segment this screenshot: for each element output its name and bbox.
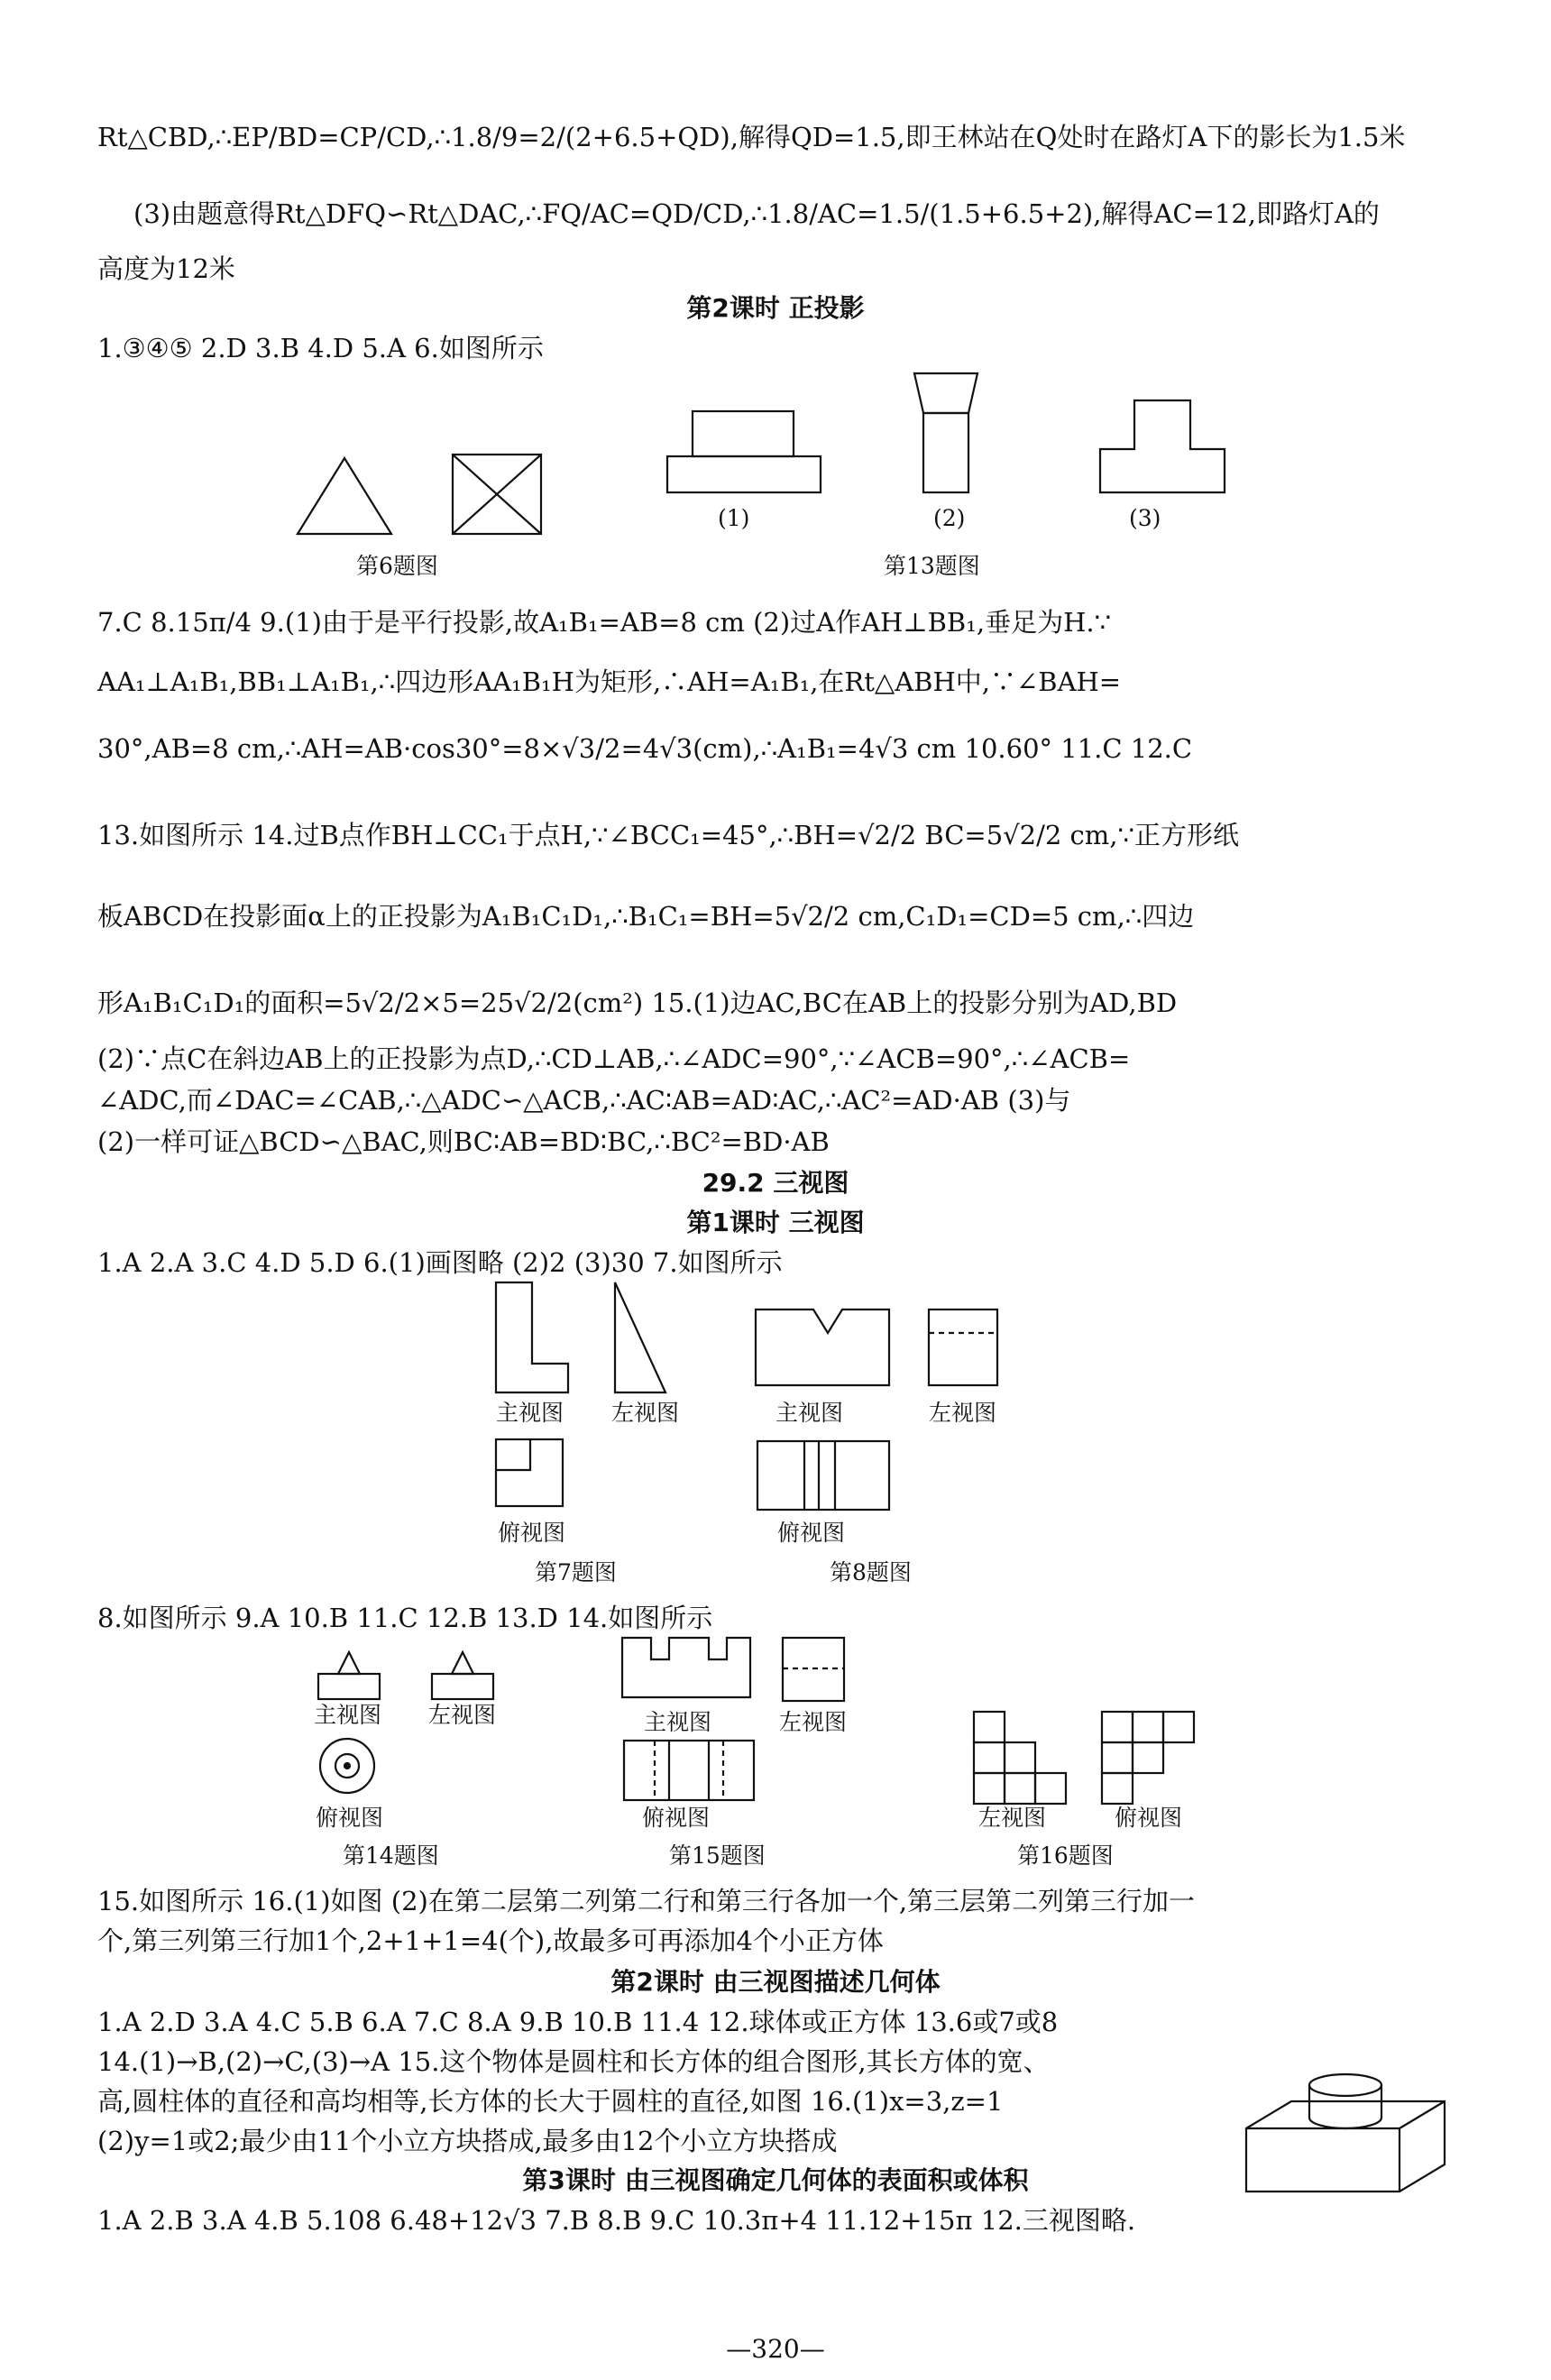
figure-6	[289, 451, 559, 541]
text-line: (2)一样可证△BCD∽△BAC,则BC∶AB=BD∶BC,∴BC²=BD·AB	[97, 1126, 830, 1157]
caption-front-view: 主视图	[776, 1400, 844, 1426]
answer-line: 1.A 2.B 3.A 4.B 5.108 6.48+12√3 7.B 8.B 9.C 10.3π+4 11.12+15π 12.三视图略.	[97, 2205, 1136, 2236]
text-line: 高,圆柱体的直径和高均相等,长方体的长大于圆柱的直径,如图 16.(1)x=3,z=1	[97, 2086, 1004, 2117]
section-heading: 第2课时 正投影	[686, 293, 865, 323]
caption-fig14: 第14题图	[343, 1842, 439, 1869]
text-line: 15.如图所示 16.(1)如图 (2)在第二层第二列第二行和第三行各加一个,第三层第二列第三行加一	[97, 1886, 1196, 1916]
caption-left-view: 左视图	[978, 1805, 1047, 1831]
caption-left-view: 左视图	[929, 1400, 997, 1426]
answer-line: 1.A 2.A 3.C 4.D 5.D 6.(1)画图略 (2)2 (3)30 7.如图所示	[97, 1247, 783, 1278]
caption-fig15: 第15题图	[669, 1842, 766, 1869]
caption-fig16: 第16题图	[1017, 1842, 1114, 1869]
answer-line: 1.③④⑤ 2.D 3.B 4.D 5.A 6.如图所示	[97, 333, 544, 363]
text-line: ∠ADC,而∠DAC=∠CAB,∴△ADC∽△ACB,∴AC∶AB=AD∶AC,∴AC²=AD·AB (3)与	[97, 1085, 1071, 1116]
caption-fig6: 第6题图	[356, 553, 438, 579]
figure-13	[667, 370, 1226, 505]
section-heading: 第3课时 由三视图确定几何体的表面积或体积	[522, 2165, 1029, 2195]
text-line: 高度为12米	[97, 253, 235, 284]
text-line: 板ABCD在投影面α上的正投影为A₁B₁C₁D₁,∴B₁C₁=BH=5√2/2 cm,C₁D₁=CD=5 cm,∴四边	[97, 901, 1195, 932]
caption-fig8: 第8题图	[830, 1559, 912, 1585]
caption-top-view: 俯视图	[642, 1805, 711, 1831]
text-line: (3)由题意得Rt△DFQ∽Rt△DAC,∴FQ/AC=QD/CD,∴1.8/AC=1.5/(1.5+6.5+2),解得AC=12,即路灯A的	[133, 198, 1380, 229]
text-line: (2)y=1或2;最少由11个小立方块搭成,最多由12个小立方块搭成	[97, 2126, 838, 2156]
answer-line: 1.A 2.D 3.A 4.C 5.B 6.A 7.C 8.A 9.B 10.B 11.4 12.球体或正方体 13.6或7或8	[97, 2007, 1059, 2037]
text-line: 13.如图所示 14.过B点作BH⊥CC₁于点H,∵∠BCC₁=45°,∴BH=√2/2 BC=5√2/2 cm,∵正方形纸	[97, 820, 1239, 850]
caption-left-view: 左视图	[611, 1400, 680, 1426]
caption-left-view: 左视图	[779, 1709, 848, 1735]
caption-left-view: 左视图	[428, 1702, 497, 1728]
answer-line: 8.如图所示 9.A 10.B 11.C 12.B 13.D 14.如图所示	[97, 1603, 713, 1633]
text-line: 30°,AB=8 cm,∴AH=AB·cos30°=8×√3/2=4√3(cm),∴A₁B₁=4√3 cm 10.60° 11.C 12.C	[97, 733, 1193, 764]
caption-fig13: 第13题图	[884, 553, 980, 579]
caption-front-view: 主视图	[644, 1709, 712, 1735]
caption-top-view: 俯视图	[1115, 1805, 1183, 1831]
figure-16	[972, 1710, 1207, 1809]
section-heading: 29.2 三视图	[702, 1168, 849, 1198]
page-number: —320—	[726, 2334, 825, 2364]
caption-fig13-2: (2)	[933, 505, 966, 531]
caption-top-view: 俯视图	[777, 1520, 846, 1546]
text-line: AA₁⊥A₁B₁,BB₁⊥A₁B₁,∴四边形AA₁B₁H为矩形,∴AH=A₁B₁,在Rt△ABH中,∵∠BAH=	[97, 666, 1122, 697]
caption-fig7: 第7题图	[535, 1559, 617, 1585]
text-line: Rt△CBD,∴EP/BD=CP/CD,∴1.8/9=2/(2+6.5+QD),解得QD=1.5,即王林站在Q处时在路灯A下的影长为1.5米	[97, 122, 1406, 152]
text-line: 形A₁B₁C₁D₁的面积=5√2/2×5=25√2/2(cm²) 15.(1)边AC,BC在AB上的投影分别为AD,BD	[97, 988, 1178, 1018]
caption-top-view: 俯视图	[498, 1520, 566, 1546]
triangle-shape	[298, 458, 391, 534]
caption-top-view: 俯视图	[316, 1805, 384, 1831]
text-line: 个,第三列第三行加1个,2+1+1=4(个),故最多可再添加4个小正方体	[97, 1925, 884, 1956]
text-line: 7.C 8.15π/4 9.(1)由于是平行投影,故A₁B₁=AB=8 cm (2)过A作AH⊥BB₁,垂足为H.∵	[97, 607, 1112, 638]
text-line: (2)∵点C在斜边AB上的正投影为点D,∴CD⊥AB,∴∠ADC=90°,∵∠ACB=90°,∴∠ACB=	[97, 1043, 1131, 1074]
text-line: 14.(1)→B,(2)→C,(3)→A 15.这个物体是圆柱和长方体的组合图形,其长方体的宽、	[97, 2046, 1050, 2077]
caption-front-view: 主视图	[314, 1702, 382, 1728]
section-heading: 第2课时 由三视图描述几何体	[610, 1967, 941, 1997]
caption-fig13-3: (3)	[1129, 505, 1161, 531]
caption-front-view: 主视图	[496, 1400, 564, 1426]
section-heading: 第1课时 三视图	[686, 1208, 865, 1237]
caption-fig13-1: (1)	[718, 505, 750, 531]
